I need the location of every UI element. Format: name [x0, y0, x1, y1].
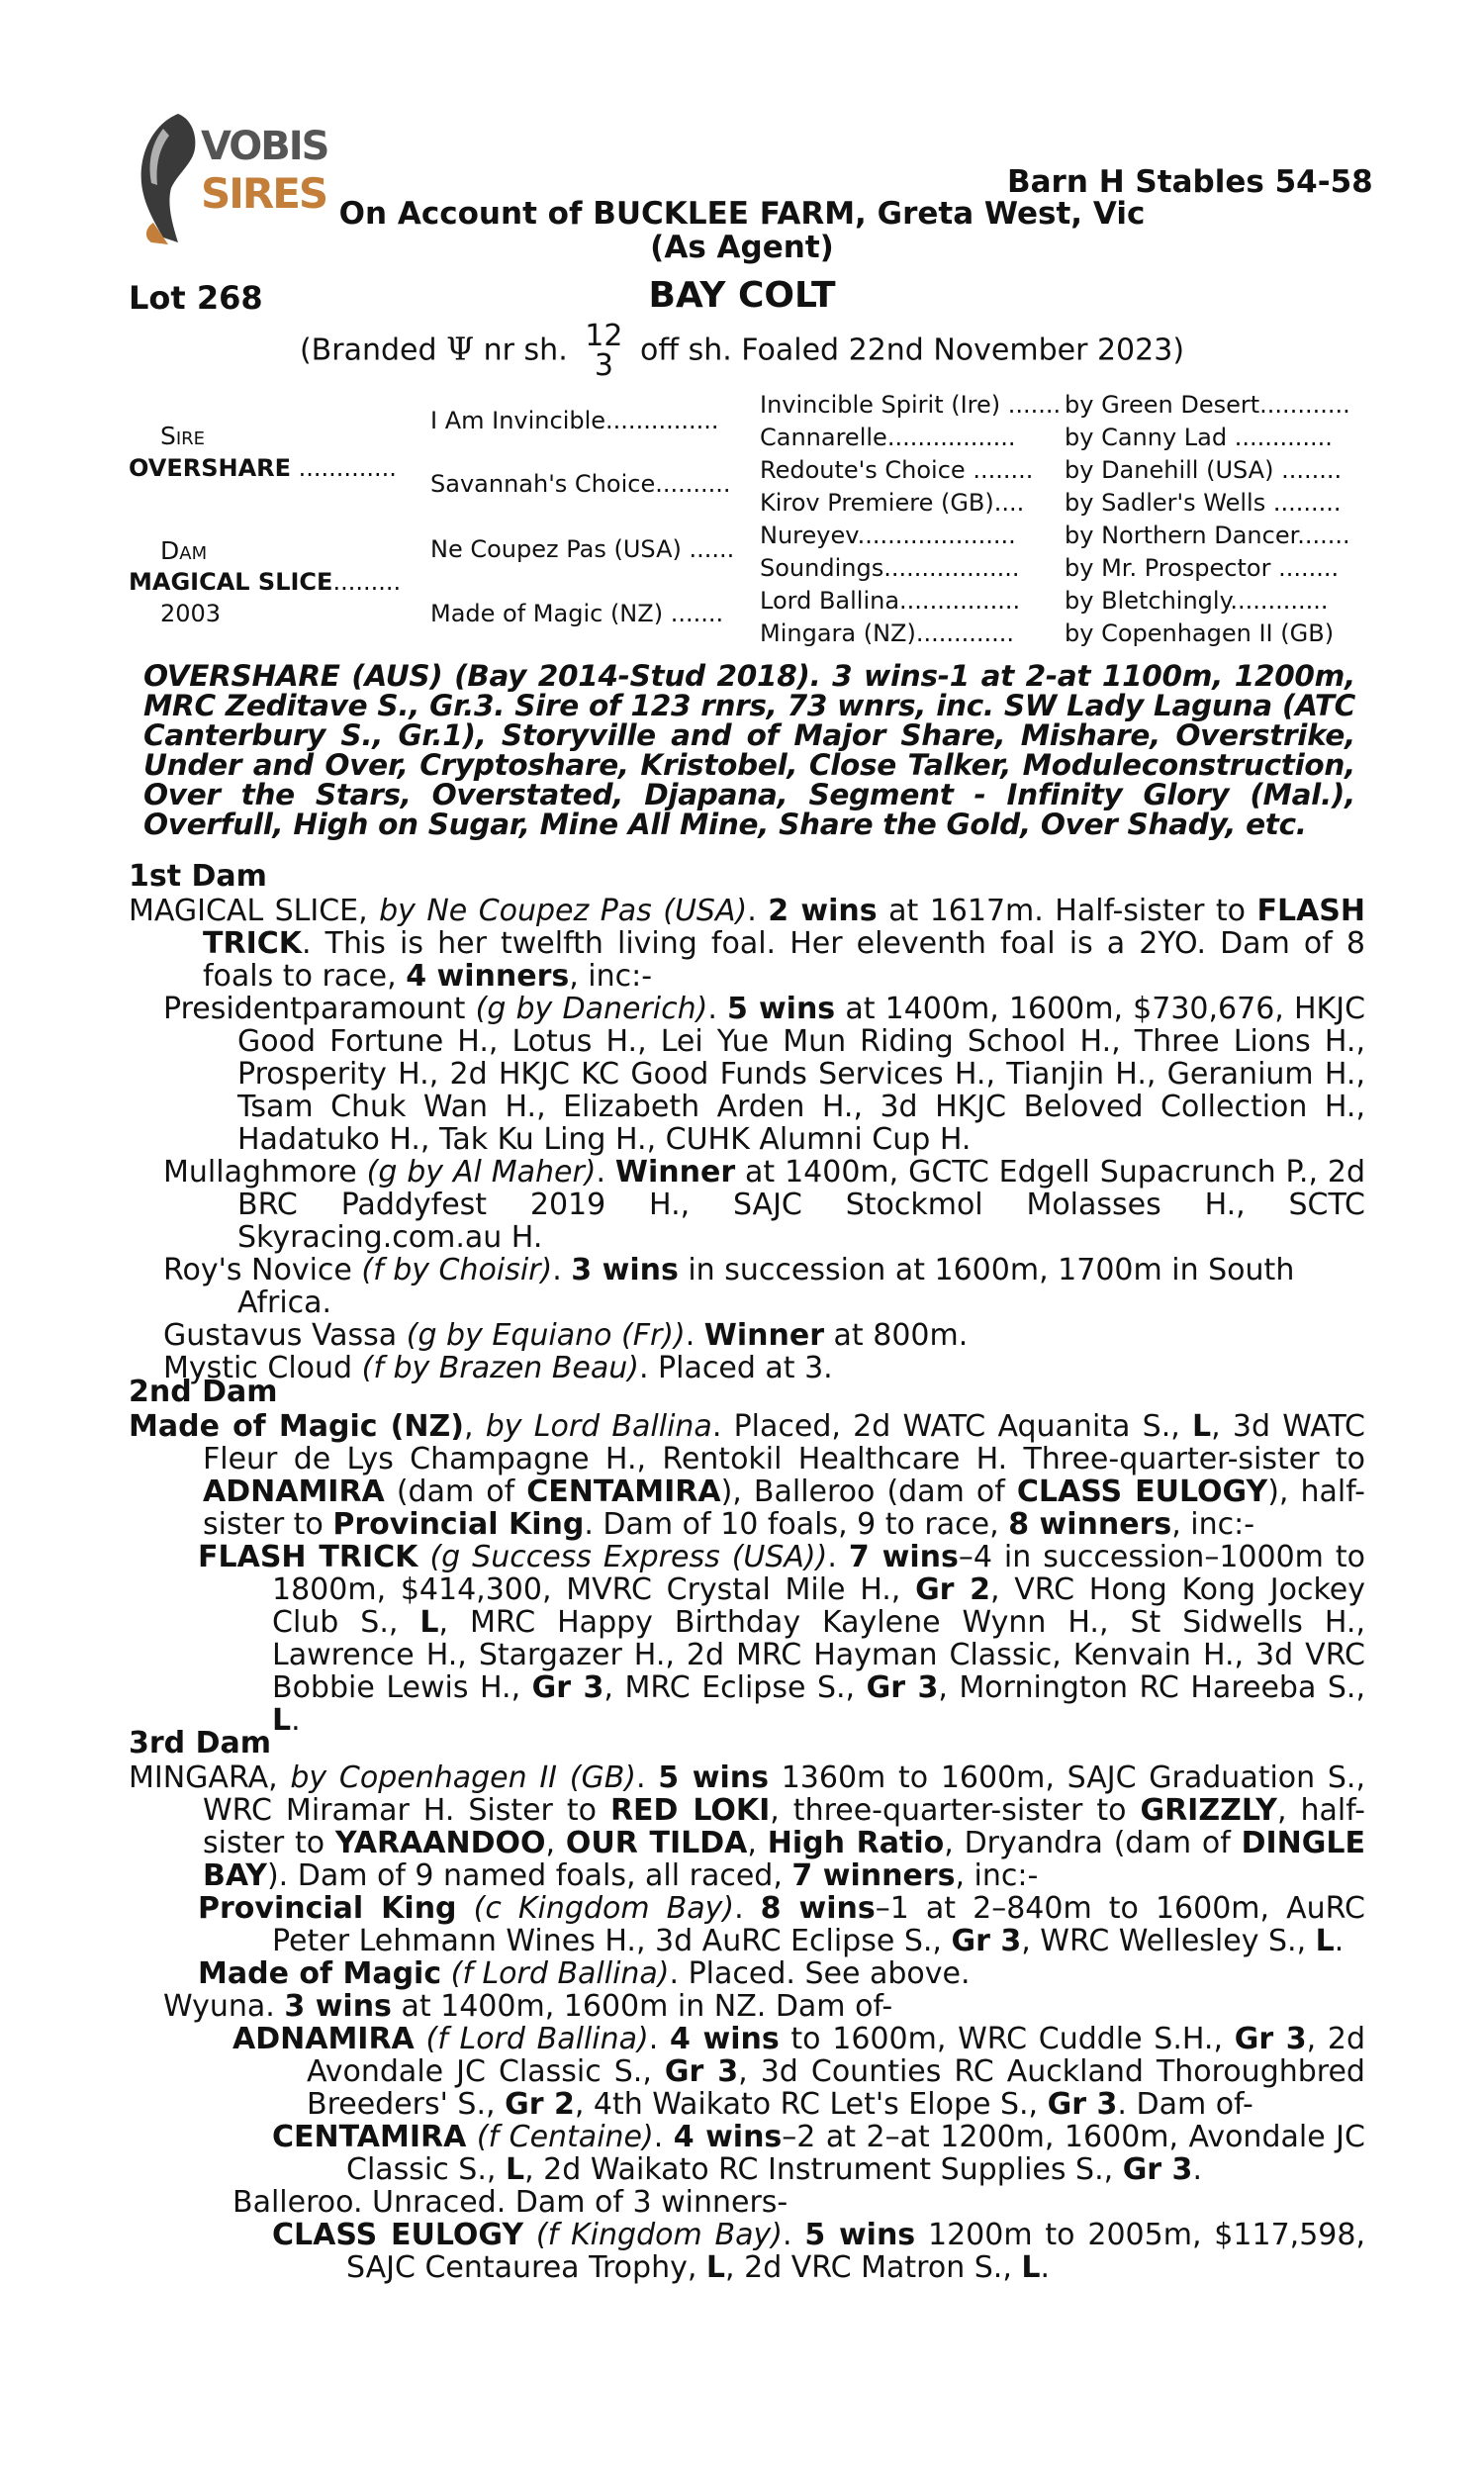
brand-number-bottom: 3	[594, 348, 613, 383]
brand-description	[0, 319, 1484, 383]
pedigree-gg: Mingara (NZ).............	[760, 619, 1015, 647]
foal-entry: CENTAMIRA (f Centaine). 4 wins–2 at 2–at 1200m, 1600m, Avondale JC Classic S., L, 2d Waikato RC Instrument Supplies S., Gr 3.	[272, 2120, 1365, 2187]
foal-entry: Presidentparamount (g by Danerich). 5 wins at 1400m, 1600m, $730,676, HKJC Good Fortune H., Lotus H., Lei Yue Mun Riding School H., Three Lions H., Prosperity H., 2d HKJC KC Good Funds Services H., Tianjin H., Geranium H., Tsam Chuk Wan H., Elizabeth Arden H., 3d HKJC Beloved Collection H., Hadatuko H., Tak Ku Ling H., CUHK Alumni Cup H.	[163, 992, 1366, 1157]
foal-entry: Mullaghmore (g by Al Maher). Winner at 1400m, GCTC Edgell Supacrunch P., 2d BRC Paddyfest 2019 H., SAJC Stockmol Molasses H., SCTC Skyracing.com.au H.	[163, 1155, 1365, 1255]
pedigree-by: by Green Desert............	[1065, 391, 1350, 419]
lot-number: Lot 268	[129, 279, 263, 317]
pedigree-by: by Mr. Prospector ........	[1065, 554, 1340, 582]
foal-entry: Roy's Novice (f by Choisir). 3 wins in succession at 1600m, 1700m in South Africa.	[163, 1253, 1295, 1320]
second-dam-heading: 2nd Dam	[129, 1375, 278, 1409]
sire-summary: OVERSHARE (AUS) (Bay 2014-Stud 2018). 3 wins-1 at 2-at 1100m, 1200m, MRC Zeditave S., Gr.3. Sire of 123 rnrs, 73 wnrs, inc. SW Lady Laguna (ATC Canterbury S., Gr.1), Storyville and of Major Share, Mishare, Overstrike, Under and Over, Cryptoshare, Kristobel, Close Talker, Moduleconstruction, Over the Stars, Overstated, Djapana, Segment - Infinity Glory (Mal.), Overfull, High on Sugar, Mine All Mine, Share the Gold, Over Shady, etc.	[143, 659, 1355, 841]
logo-vobis: VOBIS	[201, 124, 328, 169]
first-dam-section	[129, 859, 1365, 1384]
foal-entry: Mystic Cloud (f by Brazen Beau). Placed at 3.	[163, 1351, 833, 1385]
pedigree-by: by Sadler's Wells .........	[1065, 489, 1342, 517]
pedigree-g4: Made of Magic (NZ) .......	[430, 600, 724, 627]
pedigree-g1: I Am Invincible...............	[430, 407, 719, 434]
pedigree-gg: Invincible Spirit (Ire) .......	[760, 391, 1062, 419]
dam-year: 2003	[160, 600, 222, 627]
sire-name: OVERSHARE .............	[129, 454, 397, 482]
sire-label: Sire	[160, 422, 206, 450]
third-dam-heading: 3rd Dam	[129, 1726, 271, 1760]
pedigree-gg: Redoute's Choice ........	[760, 456, 1034, 484]
first-dam-heading: 1st Dam	[129, 859, 267, 894]
foal-entry: Made of Magic (f Lord Ballina). Placed. See above.	[198, 1956, 971, 1991]
first-dam-paragraph: MAGICAL SLICE, by Ne Coupez Pas (USA). 2 wins at 1617m. Half-sister to FLASH TRICK. This is her twelfth living foal. Her eleventh foal is a 2YO. Dam of 8 foals to race, 4 winners, inc:-	[129, 894, 1365, 994]
stables-location: Barn H Stables 54-58	[1007, 164, 1373, 200]
foal-entry: Wyuna. 3 wins at 1400m, 1600m in NZ. Dam of-	[163, 1989, 893, 2024]
third-dam-section	[129, 1726, 1365, 2284]
brand-suffix: off sh. Foaled 22nd November 2023)	[640, 333, 1185, 368]
foal-entry: ADNAMIRA (f Lord Ballina). 4 wins to 1600m, WRC Cuddle S.H., Gr 3, 2d Avondale JC Classic S., Gr 3, 3d Counties RC Auckland Thoroughbred Breeders' S., Gr 2, 4th Waikato RC Let's Elope S., Gr 3. Dam of-	[232, 2022, 1366, 2122]
foal-entry: Gustavus Vassa (g by Equiano (Fr)). Winner at 800m.	[163, 1318, 969, 1353]
brand-mark-icon: Ψ	[446, 330, 475, 368]
pedigree-by: by Canny Lad .............	[1065, 424, 1333, 451]
pedigree-by: by Bletchingly.............	[1065, 587, 1329, 615]
brand-number-top: 12	[585, 319, 623, 353]
pedigree-g2: Savannah's Choice..........	[430, 470, 731, 498]
foal-entry: Balleroo. Unraced. Dam of 3 winners-	[232, 2185, 788, 2220]
third-dam-paragraph: MINGARA, by Copenhagen II (GB). 5 wins 1360m to 1600m, SAJC Graduation S., WRC Miramar H. Sister to RED LOKI, three-quarter-sister to GRIZZLY, half-sister to YARAANDOO, OUR TILDA, High Ratio, Dryandra (dam of DINGLE BAY). Dam of 9 named foals, all raced, 7 winners, inc:-	[129, 1760, 1366, 1893]
lot-title: BAY COLT	[648, 275, 836, 316]
pedigree-gg: Nureyev.....................	[760, 522, 1016, 549]
pedigree-gg: Soundings..................	[760, 554, 1020, 582]
pedigree-gg: Lord Ballina................	[760, 587, 1021, 615]
pedigree-gg: Kirov Premiere (GB)....	[760, 489, 1025, 517]
foal-entry: Provincial King (c Kingdom Bay). 8 wins–1 at 2–840m to 1600m, AuRC Peter Lehmann Wines H., 3d AuRC Eclipse S., Gr 3, WRC Wellesley S., L.	[198, 1891, 1365, 1958]
pedigree-by: by Danehill (USA) ........	[1065, 456, 1343, 484]
foal-entry: FLASH TRICK (g Success Express (USA)). 7 wins–4 in succession–1000m to 1800m, $414,300, MVRC Crystal Mile H., Gr 2, VRC Hong Kong Jockey Club S., L, MRC Happy Birthday Kaylene Wynn H., St Sidwells H., Lawrence H., Stargazer H., 2d MRC Hayman Classic, Kenvain H., 3d VRC Bobbie Lewis H., Gr 3, MRC Eclipse S., Gr 3, Mornington RC Hareeba S., L.	[198, 1540, 1365, 1738]
foal-entry: CLASS EULOGY (f Kingdom Bay). 5 wins 1200m to 2005m, $117,598, SAJC Centaurea Trophy, L, 2d VRC Matron S., L.	[272, 2218, 1365, 2285]
brand-mid: nr sh.	[483, 333, 568, 368]
brand-prefix: (Branded	[299, 333, 437, 368]
vendor-account: On Account of BUCKLEE FARM, Greta West, Vic	[338, 196, 1146, 232]
pedigree-by: by Northern Dancer.......	[1065, 522, 1350, 549]
second-dam-section	[129, 1375, 1365, 1737]
brand-number	[585, 319, 623, 383]
logo-sires: SIRES	[201, 169, 327, 218]
pedigree-by: by Copenhagen II (GB)	[1065, 619, 1335, 647]
pedigree-g3: Ne Coupez Pas (USA) ......	[430, 535, 735, 563]
second-dam-paragraph: Made of Magic (NZ), by Lord Ballina. Placed, 2d WATC Aquanita S., L, 3d WATC Fleur de Lys Champagne H., Rentokil Healthcare H. Three-quarter-sister to ADNAMIRA (dam of CENTAMIRA), Balleroo (dam of CLASS EULOGY), half-sister to Provincial King. Dam of 10 foals, 9 to race, 8 winners, inc:-	[129, 1409, 1366, 1542]
dam-name: MAGICAL SLICE.........	[129, 568, 402, 596]
pedigree-gg: Cannarelle.................	[760, 424, 1016, 451]
dam-label: Dam	[160, 536, 208, 565]
agent-note: (As Agent)	[650, 230, 834, 265]
